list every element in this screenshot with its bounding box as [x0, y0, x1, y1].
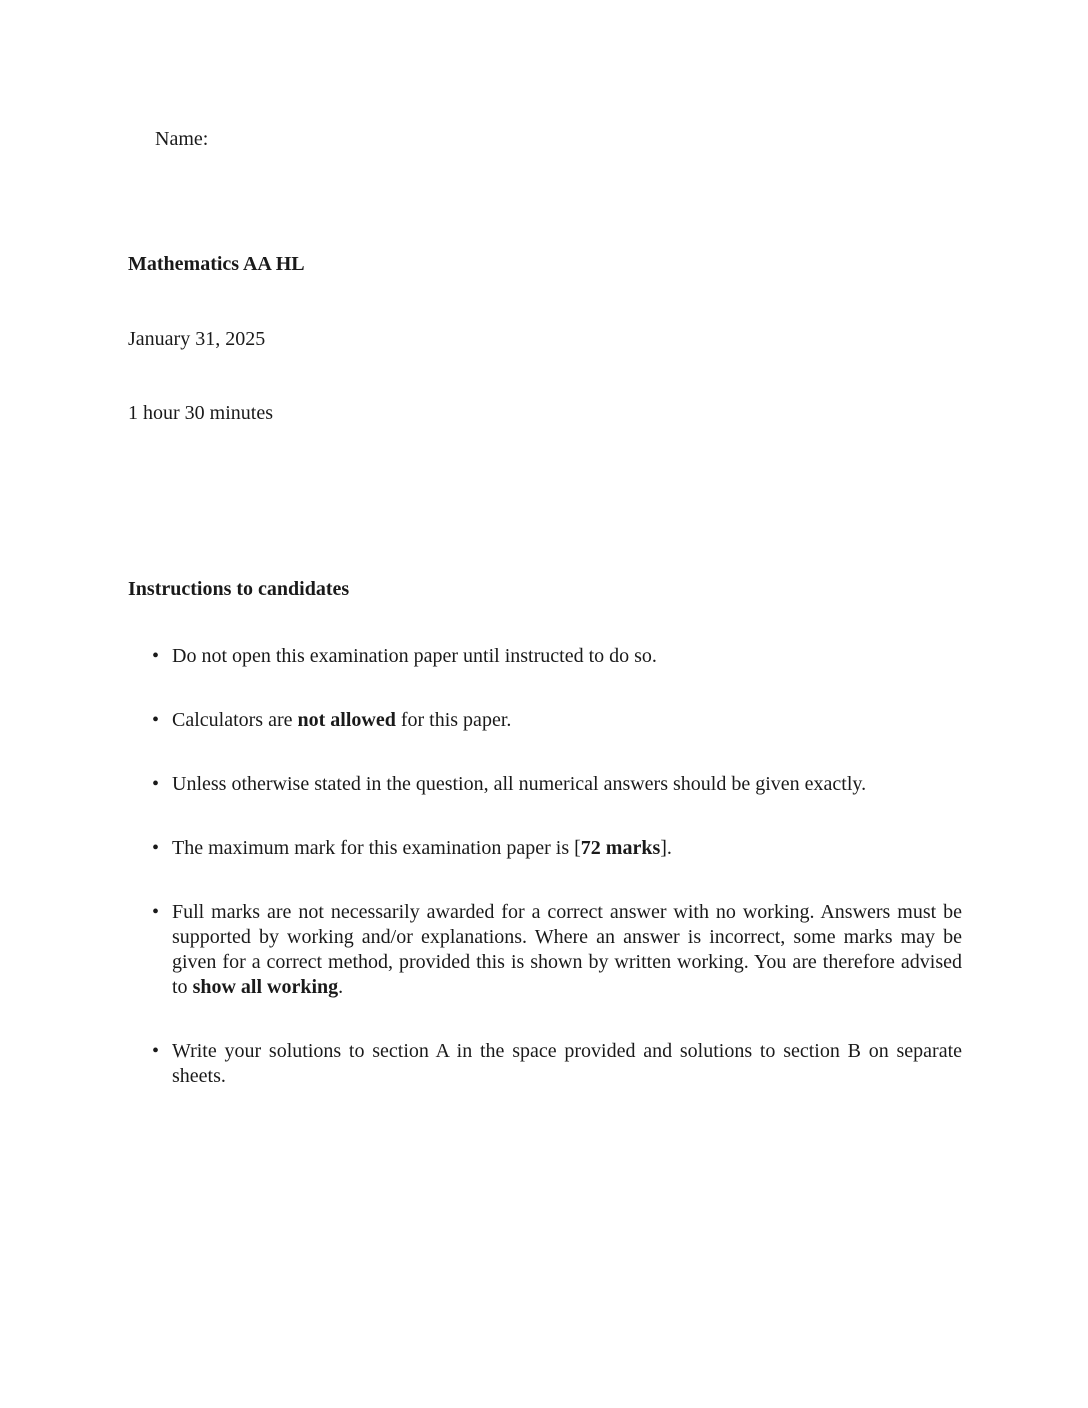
- instruction-item: [150, 1039, 962, 1089]
- instruction-bold: not allowed: [297, 709, 396, 731]
- bullet-icon: •: [152, 901, 160, 923]
- bullet-icon: •: [152, 773, 160, 795]
- instruction-text: Unless otherwise stated in the question, all numerical answers should be given exactly.: [172, 773, 867, 795]
- instruction-text: .: [338, 976, 344, 998]
- instruction-item: [150, 708, 962, 733]
- instruction-text: Calculators are: [172, 709, 298, 731]
- instruction-text: Do not open this examination paper until instructed to do so.: [172, 645, 657, 667]
- instruction-text: Write your solutions to section A in the space provided and solutions to section B on separate sheets.: [172, 1040, 962, 1087]
- instruction-bold: 72 marks: [580, 837, 661, 859]
- instruction-bold: show all working: [192, 976, 339, 998]
- bullet-icon: •: [152, 709, 160, 731]
- name-label: Name:: [155, 128, 209, 150]
- exam-date: January 31, 2025: [128, 328, 266, 350]
- instructions-list: [150, 644, 962, 1128]
- exam-title: Mathematics AA HL: [128, 253, 305, 275]
- instruction-text: Full marks are not necessarily awarded for a correct answer with no working. Answers must be supported by working and/or explanations. Where an answer is incorrect, some marks may be given for a correct method, provided this is shown by written working. You are therefore advised to: [172, 901, 962, 998]
- instruction-item: [150, 772, 962, 797]
- instruction-item: [150, 644, 962, 669]
- instruction-text: ].: [660, 837, 672, 859]
- bullet-icon: •: [152, 1040, 160, 1062]
- instruction-item: [150, 900, 962, 1000]
- instruction-item: [150, 836, 962, 861]
- instruction-text: The maximum mark for this examination paper is [: [172, 837, 581, 859]
- bullet-icon: •: [152, 837, 160, 859]
- instructions-heading: Instructions to candidates: [128, 578, 350, 600]
- exam-duration: 1 hour 30 minutes: [128, 402, 273, 424]
- instruction-text: for this paper.: [395, 709, 512, 731]
- bullet-icon: •: [152, 645, 160, 667]
